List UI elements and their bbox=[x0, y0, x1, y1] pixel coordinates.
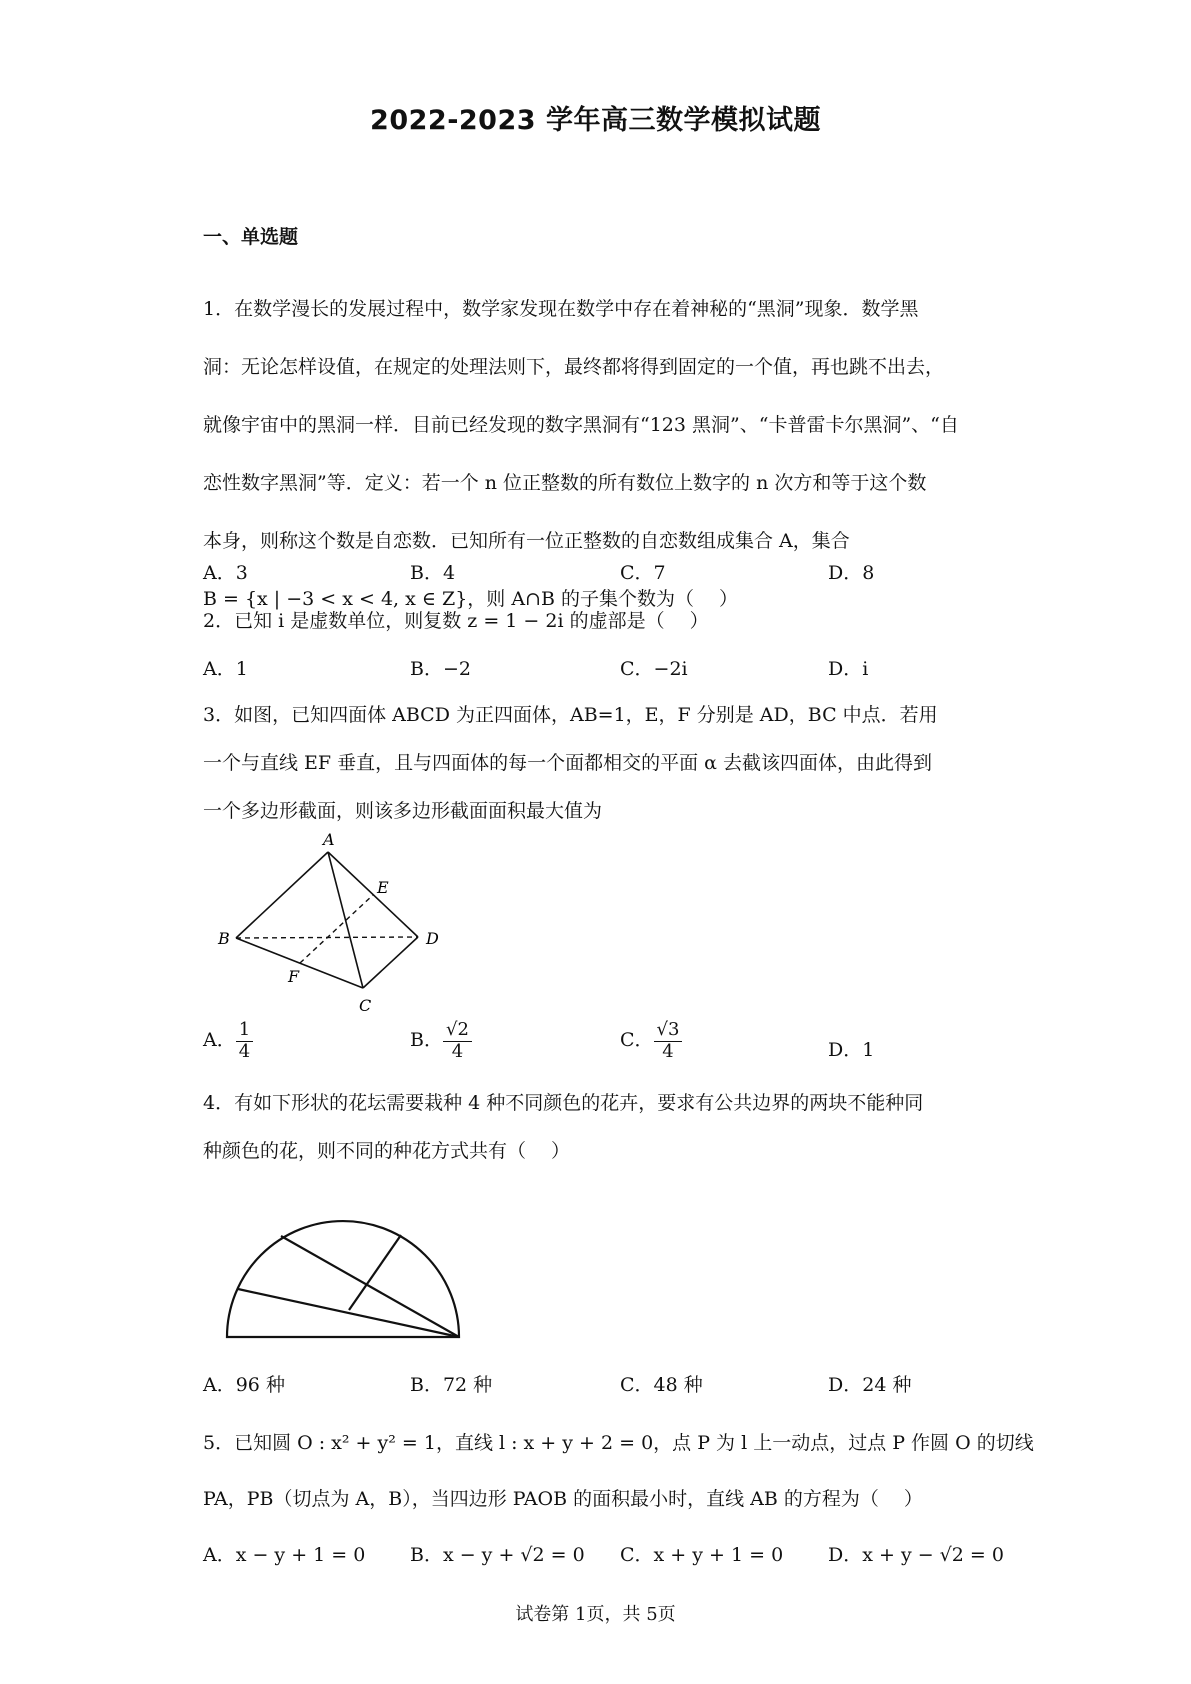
q2-option-d[interactable]: D．i bbox=[828, 658, 869, 680]
q3-option-c[interactable]: C． $\frac{√3}{4}$ bbox=[620, 1020, 682, 1062]
label-f: F bbox=[288, 967, 300, 986]
edge-ac bbox=[328, 852, 363, 988]
q2-text: 2．已知 i 是虚数单位，则复数 z = 1 − 2i 的虚部是（ ） bbox=[203, 610, 709, 632]
flower-bed-figure bbox=[215, 1185, 475, 1345]
q4-option-b[interactable]: B．72 种 bbox=[410, 1374, 493, 1396]
q1-line-4: 恋性数字黑洞”等．定义：若一个 n 位正整数的所有数位上数字的 n 次方和等于这个数 bbox=[203, 472, 927, 494]
q5-line-1: 5．已知圆 O : x² + y² = 1，直线 l : x + y + 2 = 0，点 P 为 l 上一动点，过点 P 作圆 O 的切线 bbox=[203, 1432, 1034, 1454]
q3-option-b[interactable]: B． $\frac{√2}{4}$ bbox=[410, 1020, 472, 1062]
section-heading: 一、单选题 bbox=[203, 226, 299, 248]
q3-option-d[interactable]: D．1 bbox=[828, 1039, 875, 1061]
q3-line-1: 3．如图，已知四面体 ABCD 为正四面体，AB=1，E，F 分别是 AD，BC 中点．若用 bbox=[203, 704, 938, 726]
q3-option-a[interactable]: A． $\frac{1}{4}$ bbox=[203, 1020, 253, 1062]
fraction: $\frac{√2}{4}$ bbox=[443, 1020, 472, 1062]
label-d: D bbox=[426, 929, 439, 948]
edge-cd bbox=[363, 937, 418, 988]
q1-line-5: 本身，则称这个数是自恋数．已知所有一位正整数的自恋数组成集合 A，集合 bbox=[203, 530, 850, 552]
semicircle-outline bbox=[227, 1221, 459, 1337]
divider-1 bbox=[238, 1289, 459, 1337]
edge-ab bbox=[236, 852, 328, 938]
q3-line-3: 一个多边形截面，则该多边形截面面积最大值为 bbox=[203, 800, 603, 822]
q4-option-d[interactable]: D．24 种 bbox=[828, 1374, 912, 1396]
q2-option-c[interactable]: C．−2i bbox=[620, 658, 688, 680]
fraction: $\frac{1}{4}$ bbox=[236, 1020, 253, 1062]
q4-line-2: 种颜色的花，则不同的种花方式共有（ ） bbox=[203, 1140, 571, 1162]
page-title: 2022-2023 学年高三数学模拟试题 bbox=[370, 105, 821, 136]
divider-2 bbox=[281, 1236, 459, 1337]
q1-option-a[interactable]: A．3 bbox=[203, 562, 248, 584]
q2-option-b[interactable]: B．−2 bbox=[410, 658, 471, 680]
q5-option-a[interactable]: A．x − y + 1 = 0 bbox=[203, 1544, 366, 1566]
q1-line-3: 就像宇宙中的黑洞一样．目前已经发现的数字黑洞有“123 黑洞”、“卡普雷卡尔黑洞”、“自 bbox=[203, 414, 959, 436]
label-e: E bbox=[377, 878, 389, 897]
q1-option-c[interactable]: C．7 bbox=[620, 562, 666, 584]
label-c: C bbox=[359, 996, 372, 1015]
fraction: $\frac{√3}{4}$ bbox=[654, 1020, 683, 1062]
q5-option-b[interactable]: B．x − y + √2 = 0 bbox=[410, 1544, 585, 1566]
segment-ef-hidden bbox=[300, 895, 373, 963]
q1-line-6: B = {x | −3 < x < 4, x ∈ Z}，则 A∩B 的子集个数为（ ） bbox=[203, 588, 739, 610]
q4-line-1: 4．有如下形状的花坛需要栽种 4 种不同颜色的花卉，要求有公共边界的两块不能种同 bbox=[203, 1092, 924, 1114]
q1-line-2: 洞：无论怎样设值，在规定的处理法则下，最终都将得到固定的一个值，再也跳不出去， bbox=[203, 356, 945, 378]
edge-bc bbox=[236, 938, 363, 988]
tetrahedron-figure bbox=[200, 830, 460, 1015]
q5-option-c[interactable]: C．x + y + 1 = 0 bbox=[620, 1544, 784, 1566]
page-footer: 试卷第 1页，共 5页 bbox=[515, 1604, 676, 1625]
q5-line-2: PA，PB（切点为 A，B），当四边形 PAOB 的面积最小时，直线 AB 的方程为（ ） bbox=[203, 1488, 923, 1510]
q4-option-a[interactable]: A．96 种 bbox=[203, 1374, 285, 1396]
label-b: B bbox=[218, 929, 230, 948]
q1-option-d[interactable]: D．8 bbox=[828, 562, 875, 584]
q3-line-2: 一个与直线 EF 垂直，且与四面体的每一个面都相交的平面 α 去截该四面体，由此得到 bbox=[203, 752, 933, 774]
question-1-text bbox=[203, 222, 993, 628]
q1-line-1: 1．在数学漫长的发展过程中，数学家发现在数学中存在着神秘的“黑洞”现象．数学黑 bbox=[203, 298, 919, 320]
q1-option-b[interactable]: B．4 bbox=[410, 562, 456, 584]
q2-option-a[interactable]: A．1 bbox=[203, 658, 248, 680]
q5-option-d[interactable]: D．x + y − √2 = 0 bbox=[828, 1544, 1004, 1566]
q4-option-c[interactable]: C．48 种 bbox=[620, 1374, 703, 1396]
label-a: A bbox=[323, 830, 335, 849]
